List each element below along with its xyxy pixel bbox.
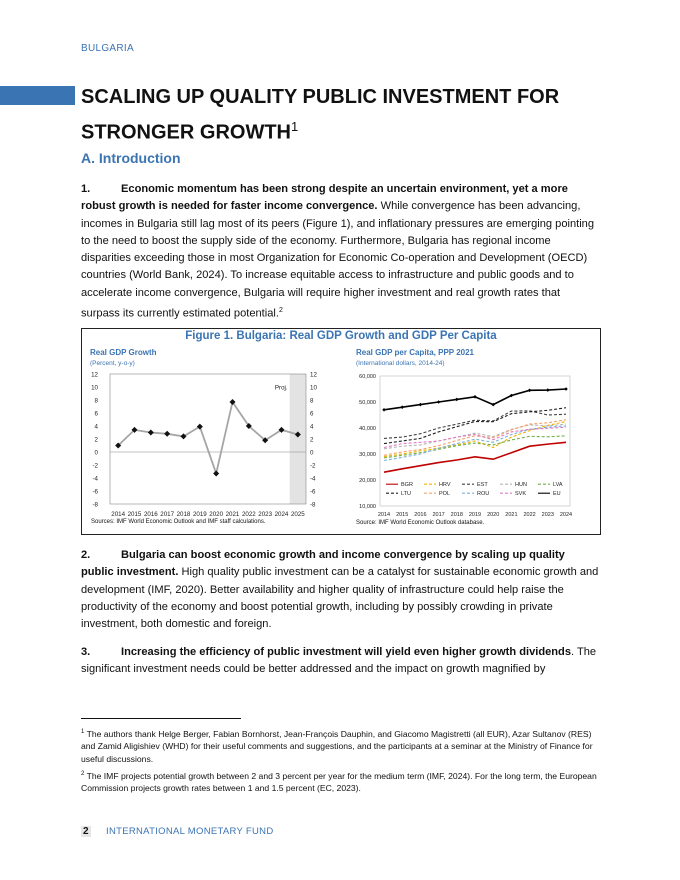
chart2-xtick: 2023 [541, 512, 554, 518]
footnote-rule [81, 718, 241, 719]
chart1-ytick-left: -6 [92, 488, 98, 496]
paragraph-3 [81, 644, 599, 679]
chart1-series-line [118, 402, 298, 474]
chart2-title: Real GDP per Capita, PPP 2021 [356, 348, 474, 357]
chart2-ytick: 30,000 [359, 452, 376, 458]
chart2-eu-point [564, 387, 568, 391]
chart2-series-bgr [384, 442, 566, 472]
footnote-text: The IMF projects potential growth between 2 and 3 percent per year for the medium term (IMF, 2024). For the long term, the European Commission projects growth rates between 1 and 1.5 percent (EC, 2023). [81, 770, 597, 794]
paragraph-number: 1. [81, 183, 91, 195]
chart2-legend-label: ROU [477, 491, 490, 498]
chart2-legend-label: POL [439, 491, 451, 498]
chart1-ytick-left: 6 [94, 410, 98, 418]
chart2-series-ltu [384, 408, 566, 444]
chart1-ytick-right: -4 [310, 475, 316, 483]
chart1-plot-frame [110, 374, 306, 504]
chart2-svg [348, 366, 596, 520]
chart2-eu-point [455, 398, 459, 402]
page-title-text: SCALING UP QUALITY PUBLIC INVESTMENT FOR STRONGER GROWTH [81, 86, 560, 144]
chart1-xtick: 2020 [209, 511, 224, 518]
chart1-ytick-right: -2 [310, 462, 316, 470]
chart1-point [213, 470, 219, 476]
chart2-xtick: 2020 [487, 512, 500, 518]
chart1-ytick-right: 10 [310, 384, 317, 392]
paragraph-body: While convergence has been advancing, incomes in Bulgaria still lag most of its peers (Figure 1), and inflationary pressures are emerging pointing to the need to boost the supply side of the economy. Furthermore, Bulgaria has regional income disparities exceeding those in most Organization for Economic Co-operation and Development (OECD) countries (World Bank, 2024). To increase equitable access to infrastructure and public goods and to accelerate income convergence, Bulgaria will require higher investment and real growth rates that surpass its currently estimated potential. [81, 200, 595, 320]
paragraph-lead: Economic momentum has been strong despite an uncertain environment, yet a more robust growth is needed for faster income convergence. [81, 183, 568, 213]
chart1-xtick: 2016 [143, 511, 158, 518]
chart2-ytick: 50,000 [359, 400, 376, 406]
chart1-ytick-left: 2 [94, 436, 98, 444]
chart2-ytick: 60,000 [359, 374, 376, 380]
chart1-ytick-right: 4 [310, 423, 314, 431]
footnote-ref: 2 [278, 307, 283, 315]
chart2-series-pol [384, 420, 566, 456]
chart2-xtick: 2022 [523, 512, 536, 518]
chart2-xtick: 2017 [432, 512, 445, 518]
chart1-ytick-right: 0 [310, 449, 314, 457]
chart2-legend-label: EU [553, 491, 561, 498]
footnote-mark: 1 [81, 729, 85, 735]
chart2-xtick: 2024 [559, 512, 573, 518]
chart2-legend-label: BGR [401, 482, 413, 489]
chart1-xtick: 2018 [176, 511, 191, 518]
paragraph-lead: Increasing the efficiency of public investment will yield even higher growth dividends [121, 646, 572, 658]
chart1-xtick: 2022 [241, 511, 256, 518]
chart1-projection-band [290, 374, 306, 504]
footnote-1 [81, 726, 601, 766]
chart1-xtick: 2024 [274, 511, 289, 518]
chart2-eu-point [528, 389, 532, 393]
chart2-ytick: 10,000 [359, 504, 376, 510]
running-head: BULGARIA [81, 43, 134, 54]
chart1-ytick-right: -8 [310, 501, 316, 509]
chart2-source: Source: IMF World Economic Outlook database. [356, 520, 485, 526]
chart1-ytick-right: 2 [310, 436, 314, 444]
chart1-point [148, 430, 154, 436]
chart1-ytick-left: -2 [92, 462, 98, 470]
chart2-xtick: 2016 [414, 512, 427, 518]
chart2-eu-point [419, 403, 423, 407]
chart1-xtick: 2019 [192, 511, 207, 518]
footnote-text: The authors thank Helge Berger, Fabian Bornhorst, Jean-François Dauphin, and Giacomo Magistretti (all EUR), Azar Sultanov (RES) and Zamid Aligishiev (WHD) for their useful comments and suggestions, and the participants at a seminar at the Ministry of Finance for useful discussions. [81, 728, 593, 765]
chart2-xtick: 2018 [450, 512, 463, 518]
chart2-legend-label: LTU [401, 491, 411, 498]
chart2-xtick: 2021 [505, 512, 518, 518]
chart1-xtick: 2023 [258, 511, 273, 518]
chart2-eu-point [437, 400, 441, 404]
chart2-ytick: 20,000 [359, 478, 376, 484]
chart2-legend-label: HUN [515, 482, 527, 489]
chart1-source: Sources: IMF World Economic Outlook and IMF staff calculations. [91, 519, 266, 525]
chart2-legend-label: SVK [515, 491, 527, 498]
paragraph-body: High quality public investment can be a catalyst for sustainable economic growth and development (IMF, 2020). Better availability and higher quality of infrastructure could help raise the productivity of the economy and boost potential growth, including by possibly crowding in private investment, both domestic and foreign. [81, 566, 599, 631]
chart2-xtick: 2015 [396, 512, 409, 518]
chart1-ytick-right: 12 [310, 371, 317, 379]
chart1-xtick: 2025 [290, 511, 305, 518]
chart1-ytick-left: -4 [92, 475, 98, 483]
paragraph-number: 3. [81, 646, 91, 658]
chart1-ytick-right: -6 [310, 488, 316, 496]
chart1-svg [84, 366, 340, 518]
chart2-series-eu [384, 389, 566, 410]
page-number: 2 [83, 826, 89, 837]
chart2-eu-point [400, 405, 404, 409]
chart1-ytick-left: 12 [91, 371, 98, 379]
chart2-subtitle: (International dollars, 2014-24) [356, 360, 445, 367]
chart2-xtick: 2019 [468, 512, 482, 518]
chart1-xtick: 2014 [111, 511, 126, 518]
page-title [81, 83, 641, 148]
chart2-ytick: 40,000 [359, 426, 376, 432]
chart2-series-lva [384, 436, 566, 458]
chart2-legend-label: HRV [439, 482, 451, 489]
paragraph-body: . The significant investment needs could be better addressed and the impact on growth magnified by [81, 646, 597, 676]
chart1-ytick-left: 0 [94, 449, 98, 457]
paragraph-2 [81, 547, 599, 633]
chart1-subtitle: (Percent, y-o-y) [90, 360, 135, 367]
chart2-xtick: 2014 [377, 512, 391, 518]
figure-title: Figure 1. Bulgaria: Real GDP Growth and GDP Per Capita [185, 330, 497, 342]
chart1-title: Real GDP Growth [90, 348, 157, 357]
chart1-xtick: 2021 [225, 511, 240, 518]
section-heading: A. Introduction [81, 150, 181, 166]
chart1-xtick: 2015 [127, 511, 142, 518]
chart2-legend-label: LVA [553, 482, 563, 489]
chart1-point [164, 431, 170, 437]
chart1-proj-label: Proj. [274, 384, 288, 392]
paragraph-1 [81, 181, 599, 323]
chart1-ytick-right: 8 [310, 397, 314, 405]
footnote-mark: 2 [81, 771, 85, 777]
footer-org: INTERNATIONAL MONETARY FUND [106, 826, 274, 837]
chart1-ytick-right: 6 [310, 410, 314, 418]
chart2-eu-point [546, 388, 550, 392]
chart1-ytick-left: 4 [94, 423, 98, 431]
title-footnote-mark: 1 [291, 119, 299, 134]
paragraph-lead: Bulgaria can boost economic growth and income convergence by scaling up quality public investment. [81, 549, 565, 579]
footnote-2 [81, 768, 601, 795]
chart1-ytick-left: 10 [91, 384, 98, 392]
chart2-legend-label: EST [477, 482, 488, 489]
chart1-ytick-left: 8 [94, 397, 98, 405]
chart2-eu-point [382, 408, 386, 412]
chart1-ytick-left: -8 [92, 501, 98, 509]
chart2-series-hrv [384, 422, 566, 457]
paragraph-number: 2. [81, 549, 91, 561]
chart1-xtick: 2017 [160, 511, 175, 518]
title-accent-bar [0, 86, 75, 105]
